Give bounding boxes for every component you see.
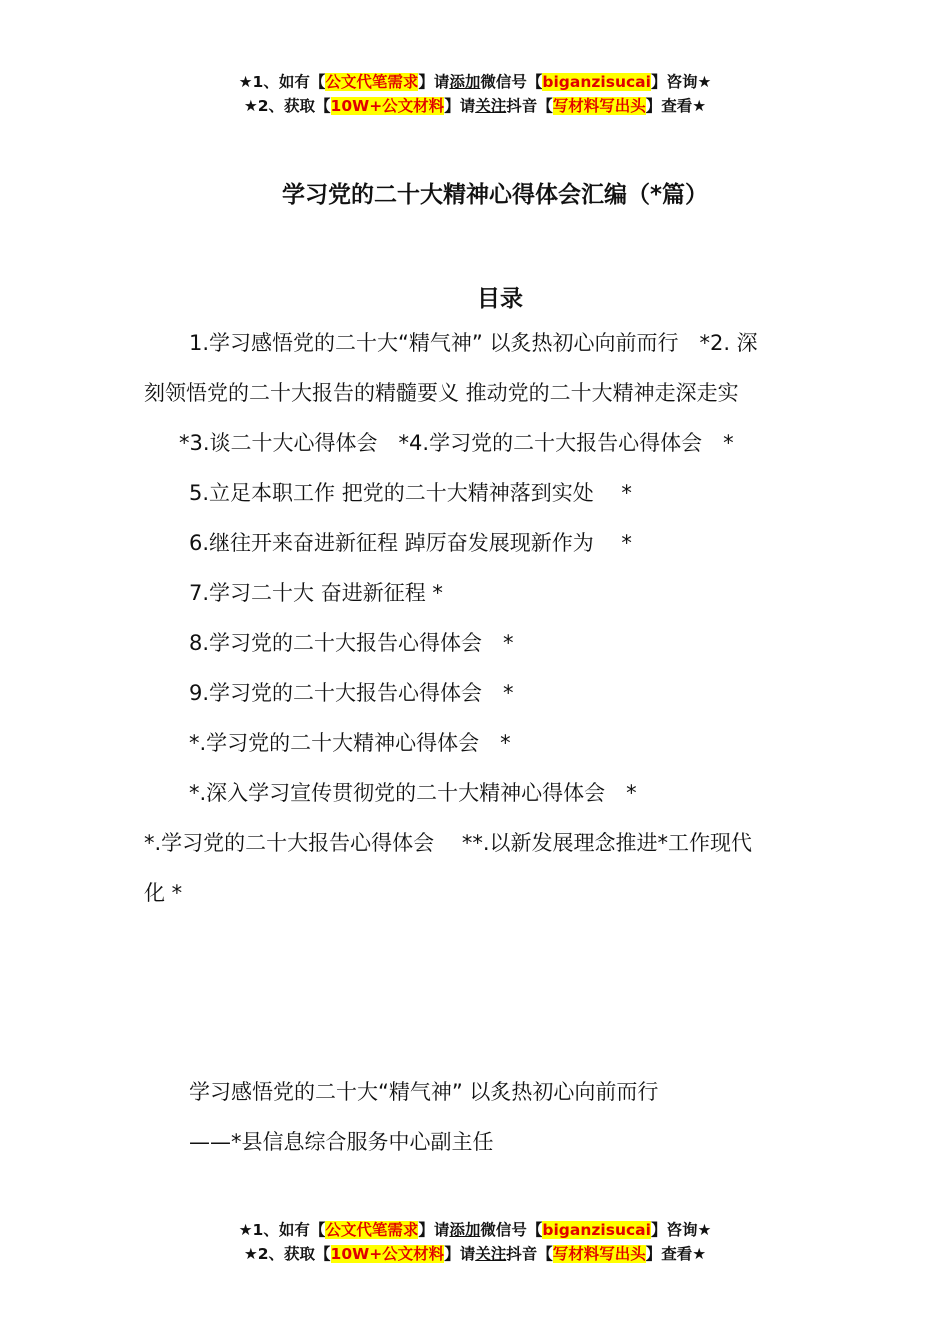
document-title: 学习党的二十大精神心得体会汇编（*篇）: [281, 182, 709, 208]
footer-banner: [0, 1218, 950, 1266]
banner-text: 抖音【: [506, 1245, 553, 1263]
toc-entry[interactable]: 6.继往开来奋进新征程 踔厉奋发展现新作为 *: [189, 531, 632, 555]
toc-entry[interactable]: 化 *: [144, 881, 183, 905]
toc-entry[interactable]: 7.学习二十大 奋进新征程 *: [189, 581, 443, 605]
banner-line-2: [0, 94, 950, 118]
toc-entry[interactable]: 9.学习党的二十大报告心得体会 *: [189, 681, 514, 705]
banner-text: 】查看★: [645, 1245, 707, 1263]
banner-wechat-id: biganzisucai: [542, 1221, 651, 1239]
banner-highlight: 10W+公文材料: [330, 1245, 445, 1263]
banner-underlined: 添加: [449, 73, 481, 91]
toc-entry[interactable]: *3.谈二十大心得体会 *4.学习党的二十大报告心得体会 *: [179, 431, 734, 455]
toc-entry[interactable]: 1.学习感悟党的二十大“精气神” 以炙热初心向前而行 *2. 深: [189, 331, 758, 355]
banner-text: 抖音【: [506, 97, 553, 115]
banner-highlight: 公文代笔需求: [325, 1221, 419, 1239]
toc-entry[interactable]: 5.立足本职工作 把党的二十大精神落到实处 *: [189, 481, 632, 505]
toc-entry[interactable]: 刻领悟党的二十大报告的精髓要义 推动党的二十大精神走深走实: [144, 381, 739, 405]
toc-entry[interactable]: 8.学习党的二十大报告心得体会 *: [189, 631, 514, 655]
banner-highlight: 公文代笔需求: [325, 73, 419, 91]
section-title: 学习感悟党的二十大“精气神” 以炙热初心向前而行: [189, 1080, 659, 1104]
banner-text: 】请: [444, 1245, 476, 1263]
header-banner: [0, 70, 950, 118]
banner-highlight: 10W+公文材料: [330, 97, 445, 115]
toc-heading: 目录: [477, 286, 523, 312]
banner-text: 】请: [444, 97, 476, 115]
banner-douyin-name: 写材料写出头: [552, 97, 646, 115]
banner-text: ★1、如有【: [238, 1221, 326, 1239]
toc-entry[interactable]: *.学习党的二十大精神心得体会 *: [189, 731, 511, 755]
section-author: ——*县信息综合服务中心副主任: [189, 1130, 494, 1154]
banner-text: 微信号【: [480, 73, 543, 91]
banner-text: ★2、获取【: [243, 97, 331, 115]
banner-wechat-id: biganzisucai: [542, 73, 651, 91]
banner-text: 】请: [418, 1221, 450, 1239]
banner-text: 】咨询★: [650, 73, 712, 91]
banner-text: ★2、获取【: [243, 1245, 331, 1263]
banner-underlined: 关注: [475, 1245, 507, 1263]
banner-text: 】请: [418, 73, 450, 91]
banner-line-1: [0, 70, 950, 94]
banner-line-1: [0, 1218, 950, 1242]
banner-text: ★1、如有【: [238, 73, 326, 91]
banner-text: 微信号【: [480, 1221, 543, 1239]
banner-underlined: 关注: [475, 97, 507, 115]
banner-line-2: [0, 1242, 950, 1266]
banner-underlined: 添加: [449, 1221, 481, 1239]
toc-entry[interactable]: *.深入学习宣传贯彻党的二十大精神心得体会 *: [189, 781, 637, 805]
banner-douyin-name: 写材料写出头: [552, 1245, 646, 1263]
table-of-contents: [144, 318, 808, 918]
banner-text: 】咨询★: [650, 1221, 712, 1239]
banner-text: 】查看★: [645, 97, 707, 115]
toc-entry[interactable]: *.学习党的二十大报告心得体会 **.以新发展理念推进*工作现代: [144, 831, 753, 855]
